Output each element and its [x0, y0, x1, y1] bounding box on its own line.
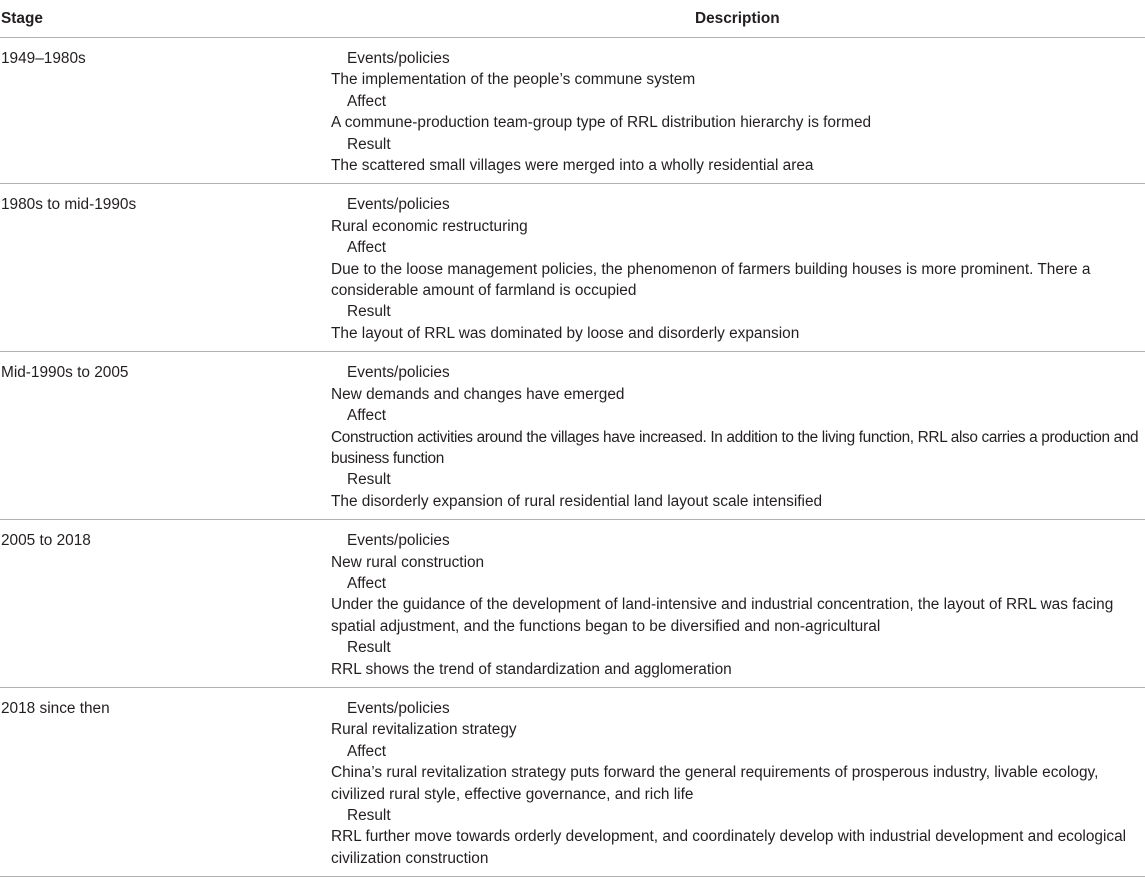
stage-column-header: Stage: [0, 0, 331, 38]
stage-text: Mid-1990s to 2005: [1, 364, 129, 382]
stage-cell: [0, 687, 331, 876]
table-row: [0, 520, 1145, 688]
stage-cell: [0, 184, 331, 352]
result-text: The disorderly expansion of rural residential land layout scale intensified: [331, 492, 823, 510]
affect-text: A commune-production team-group type of RRL distribution hierarchy is formed: [331, 114, 872, 132]
result-text: The scattered small villages were merged into a wholly residential area: [331, 157, 814, 175]
description-cell: [331, 352, 1145, 520]
events-text: New rural construction: [331, 553, 485, 571]
events-label: Events/policies: [347, 364, 450, 382]
events-text: The implementation of the people’s commune system: [331, 71, 696, 89]
stage-text: 2005 to 2018: [1, 532, 91, 550]
result-label: Result: [347, 807, 391, 824]
events-label: Events/policies: [347, 532, 450, 550]
events-label: Events/policies: [347, 699, 450, 717]
header-row: [0, 0, 1145, 38]
events-text: Rural economic restructuring: [331, 217, 528, 235]
affect-text: China’s rural revitalization strategy puts forward the general requirements of prosperous industry, livable ecology, civilized rural style, effective governance, and rich life: [331, 764, 1099, 803]
result-label: Result: [347, 303, 391, 321]
affect-label: Affect: [347, 742, 387, 760]
affect-label: Affect: [347, 239, 387, 257]
table-row: [0, 38, 1145, 184]
description-cell: [331, 38, 1145, 184]
result-label: Result: [347, 135, 391, 153]
table-row: [0, 352, 1145, 520]
stage-text: 1949–1980s: [1, 50, 86, 67]
table-row: [0, 184, 1145, 352]
affect-text: Due to the loose management policies, the phenomenon of farmers building houses is more prominent. There a considerable amount of farmland is occupied: [331, 260, 1091, 300]
table-header: [0, 0, 1145, 38]
events-label: Events/policies: [347, 196, 450, 214]
description-cell: [331, 184, 1145, 352]
events-label: Events/policies: [347, 50, 450, 67]
result-label: Result: [347, 471, 391, 489]
result-text: RRL shows the trend of standardization and agglomeration: [331, 660, 732, 678]
result-text: RRL further move towards orderly development, and coordinately develop with industrial development and ecological civilization construction: [331, 828, 1127, 867]
affect-label: Affect: [347, 92, 387, 110]
events-text: Rural revitalization strategy: [331, 721, 517, 739]
description-cell: [331, 687, 1145, 876]
stage-cell: [0, 352, 331, 520]
affect-text: Under the guidance of the development of land-intensive and industrial concentration, the layout of RRL was facing spatial adjustment, and the functions began to be diversified and non-agricultural: [331, 596, 1114, 635]
description-cell: [331, 520, 1145, 688]
affect-label: Affect: [347, 574, 387, 592]
result-text: The layout of RRL was dominated by loose and disorderly expansion: [331, 324, 800, 342]
result-label: Result: [347, 639, 391, 657]
stage-cell: [0, 520, 331, 688]
affect-text: Construction activities around the villages have increased. In addition to the living function, RRL also carries a production and business function: [331, 428, 1139, 467]
stage-text: 1980s to mid-1990s: [1, 196, 137, 214]
affect-label: Affect: [347, 407, 387, 425]
stage-cell: [0, 38, 331, 184]
description-column-header: Description: [331, 0, 1145, 38]
stage-text: 2018 since then: [1, 699, 110, 717]
events-text: New demands and changes have emerged: [331, 385, 625, 403]
table-body: [0, 38, 1145, 877]
table-row: [0, 687, 1145, 876]
